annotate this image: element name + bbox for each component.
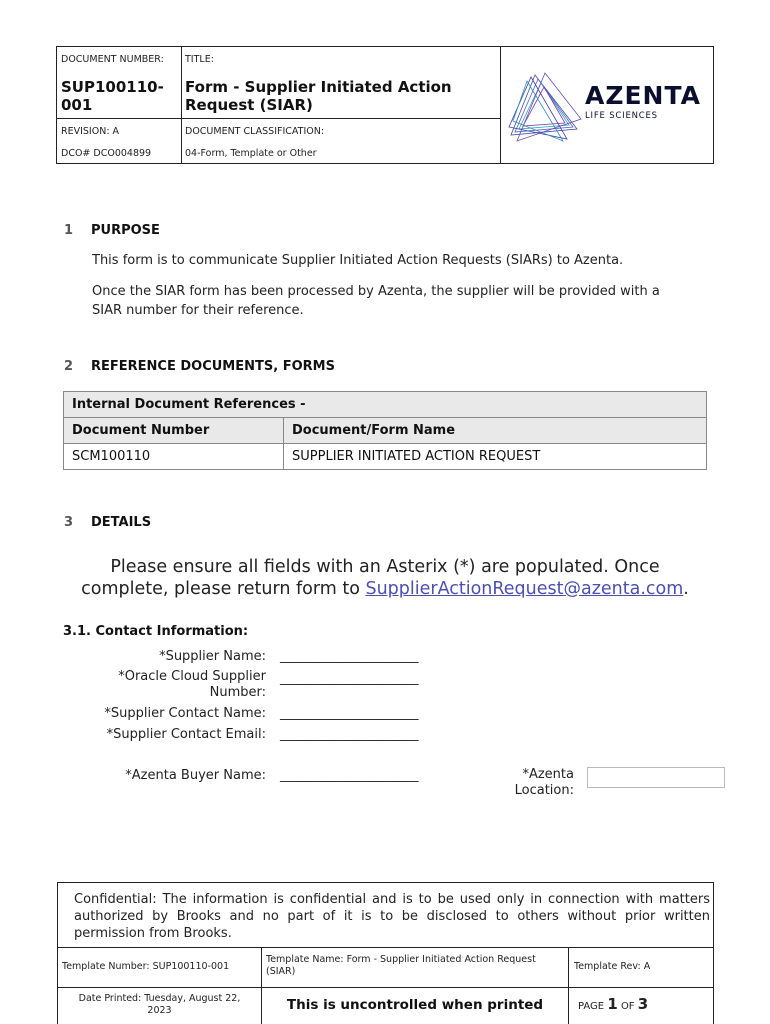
reference-table-title: Internal Document References - [64, 392, 707, 418]
logo-name: AZENTA [585, 81, 701, 110]
purpose-title: PURPOSE [91, 223, 160, 238]
page-current: 1 [607, 995, 618, 1013]
page-indicator [578, 995, 648, 1013]
details-title: DETAILS [91, 515, 152, 530]
confidential-notice: Confidential: The information is confidential and is to be used only in connection with matters authorized by Brooks and no part of it is to be disclosed to others without prior written permission from Brooks. [74, 892, 710, 941]
logo-subtitle: LIFE SCIENCES [585, 111, 658, 121]
buyer-name-field[interactable]: _______________________ [280, 768, 418, 783]
doc-number-line1: SUP100110- [61, 78, 164, 96]
page-total: 3 [637, 995, 649, 1013]
footer-divider-2 [568, 947, 569, 1024]
date-printed-line2: 2023 [147, 1005, 172, 1016]
details-number: 3 [64, 515, 74, 530]
page-word: PAGE [578, 1001, 605, 1012]
cell-doc-name: SUPPLIER INITIATED ACTION REQUEST [284, 444, 707, 470]
title-cell [182, 47, 501, 119]
dco-number: DCO# DCO004899 [61, 148, 152, 159]
table-row [64, 444, 707, 470]
supplier-name-label: *Supplier Name: [159, 649, 266, 664]
purpose-heading [64, 223, 160, 238]
contact-name-label: *Supplier Contact Name: [104, 706, 266, 721]
date-printed-line1: Date Printed: Tuesday, August 22, [78, 993, 241, 1004]
template-number: Template Number: SUP100110-001 [62, 961, 230, 972]
title-label: TITLE: [185, 54, 214, 65]
reference-table [63, 391, 707, 470]
azenta-location-label-line1: *Azenta [522, 767, 574, 782]
cell-doc-number: SCM100110 [64, 444, 284, 470]
azenta-triangle-icon [505, 69, 585, 149]
column-header-doc-number: Document Number [64, 418, 284, 444]
contact-info-heading: 3.1. Contact Information: [63, 624, 249, 639]
oracle-number-label-line2: Number: [209, 685, 266, 700]
classification-cell [182, 119, 501, 163]
purpose-number: 1 [64, 223, 74, 238]
contact-email-label: *Supplier Contact Email: [106, 727, 266, 742]
notice-line2 [0, 578, 770, 600]
notice-line2-pre: complete, please return form to [81, 579, 366, 599]
template-name-line1: Template Name: Form - Supplier Initiated Action Request [266, 954, 536, 965]
azenta-logo [501, 47, 713, 163]
supplier-name-field[interactable]: _______________________ [280, 649, 418, 664]
document-footer [57, 882, 714, 1024]
template-rev: Template Rev: A [574, 961, 651, 972]
contact-email-field[interactable]: _______________________ [280, 727, 418, 742]
date-printed [58, 993, 261, 1017]
oracle-number-label-line1: *Oracle Cloud Supplier [118, 669, 266, 684]
purpose-paragraph-2-line2: SIAR number for their reference. [92, 303, 304, 318]
template-name-line2: (SIAR) [266, 966, 296, 977]
azenta-location-label [490, 767, 574, 799]
oracle-number-field[interactable]: _______________________ [280, 671, 418, 686]
of-word: OF [620, 1001, 635, 1012]
references-number: 2 [64, 359, 74, 374]
doc-number-cell [57, 47, 182, 119]
title-line1: Form - Supplier Initiated Action [185, 78, 452, 96]
reference-table-header-row [64, 418, 707, 444]
doc-number-line2: 001 [61, 96, 93, 114]
doc-number-label: DOCUMENT NUMBER: [61, 54, 164, 65]
instructions-notice [0, 556, 770, 600]
classification-label: DOCUMENT CLASSIFICATION: [185, 126, 325, 137]
revision: REVISION: A [61, 126, 120, 137]
title-line2: Request (SIAR) [185, 96, 313, 114]
azenta-location-input[interactable] [587, 767, 725, 788]
contact-name-field[interactable]: _______________________ [280, 706, 418, 721]
references-title: REFERENCE DOCUMENTS, FORMS [91, 359, 335, 374]
references-heading [64, 359, 335, 374]
azenta-location-label-line2: Location: [514, 783, 574, 798]
revision-cell [57, 119, 182, 163]
purpose-paragraph-1: This form is to communicate Supplier Initiated Action Requests (SIARs) to Azenta. [92, 253, 624, 268]
supplier-email-link[interactable]: SupplierActionRequest@azenta.com [365, 579, 684, 599]
document-header [56, 46, 714, 164]
uncontrolled-notice: This is uncontrolled when printed [286, 997, 544, 1013]
column-header-doc-name: Document/Form Name [284, 418, 707, 444]
details-heading [64, 515, 151, 530]
oracle-number-label [66, 669, 266, 701]
notice-line1: Please ensure all fields with an Asterix (*) are populated. Once [110, 557, 660, 577]
buyer-name-label: *Azenta Buyer Name: [125, 768, 266, 783]
reference-table-title-row [64, 392, 707, 418]
notice-line2-post: . [683, 579, 689, 599]
template-name [266, 954, 566, 978]
purpose-paragraph-2-line1: Once the SIAR form has been processed by Azenta, the supplier will be provided with a [92, 284, 660, 299]
classification-value: 04-Form, Template or Other [185, 148, 317, 159]
